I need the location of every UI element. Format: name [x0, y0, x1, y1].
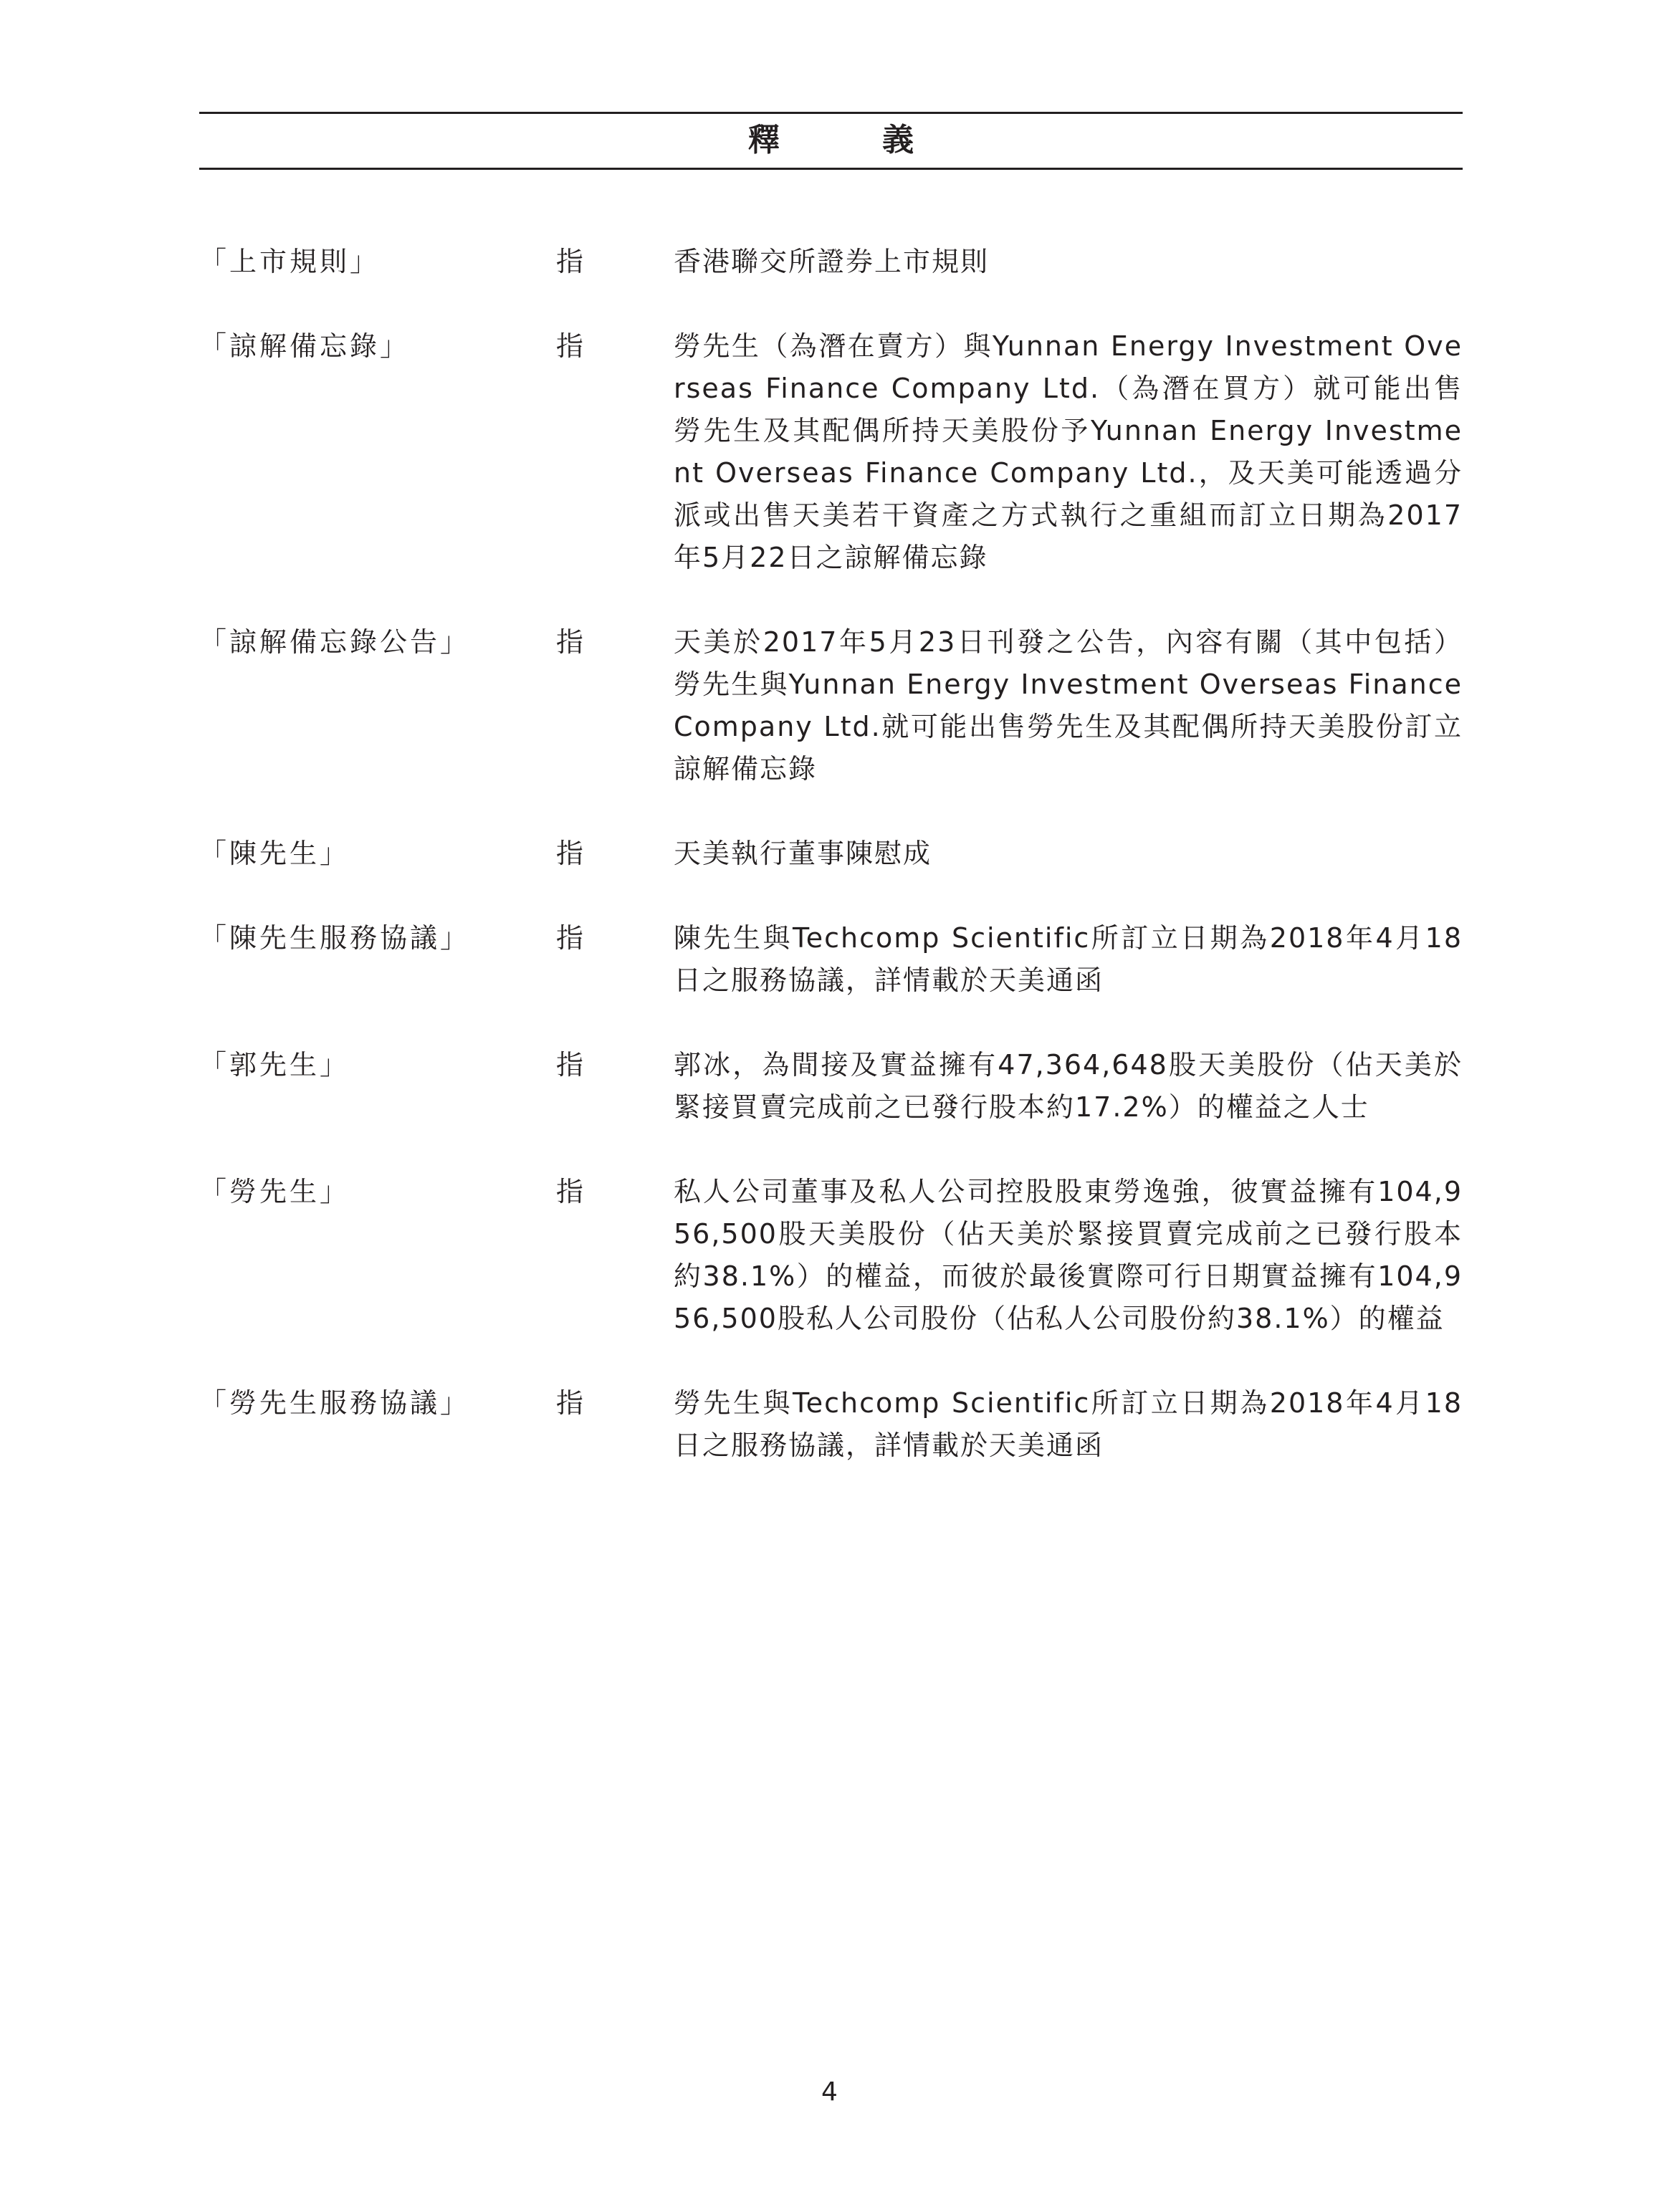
definition-text: 勞先生（為潛在賣方）與Yunnan Energy Investment Overseas Finance Company Ltd.（為潛在買方）就可能出售勞先生及其配偶所持天美股份予Yunnan Energy Investment Overseas Finance Company Ltd.，及天美可能透過分派或出售天美若干資產之方式執行之重組而訂立日期為2017年5月22日之諒解備忘錄	[674, 330, 1463, 573]
definition-means: 指	[556, 1049, 584, 1081]
definition-means: 指	[556, 922, 584, 954]
definition-term: 「諒解備忘錄」	[199, 330, 411, 362]
definition-entry	[199, 241, 1463, 283]
page-number: 4	[821, 2077, 838, 2107]
definition-text: 天美執行董事陳慰成	[674, 838, 932, 869]
definition-entry	[199, 1382, 1463, 1467]
definition-text: 陳先生與Techcomp Scientific所訂立日期為2018年4月18日之服務協議，詳情載於天美通函	[674, 922, 1463, 996]
definition-entry	[199, 917, 1463, 1002]
definition-text: 郭冰，為間接及實益擁有47,364,648股天美股份（佔天美於緊接買賣完成前之已發行股本約17.2%）的權益之人士	[674, 1049, 1463, 1123]
definition-entry	[199, 833, 1463, 875]
definition-term: 「諒解備忘錄公告」	[199, 626, 471, 658]
definition-text: 勞先生與Techcomp Scientific所訂立日期為2018年4月18日之服務協議，詳情載於天美通函	[674, 1387, 1463, 1461]
definition-means: 指	[556, 1176, 584, 1207]
definition-term: 「勞先生服務協議」	[199, 1387, 471, 1419]
definition-text: 天美於2017年5月23日刊發之公告，內容有關（其中包括）勞先生與Yunnan Energy Investment Overseas Finance Company Ltd.就可能出售勞先生及其配偶所持天美股份訂立諒解備忘錄	[674, 626, 1463, 785]
definition-entry	[199, 325, 1463, 579]
definition-text: 香港聯交所證券上市規則	[674, 246, 990, 277]
heading-bottom-rule	[199, 168, 1463, 170]
definitions-list	[199, 241, 1463, 1509]
definition-term: 「勞先生」	[199, 1176, 350, 1207]
page-title: 釋 義	[747, 122, 960, 158]
definition-means: 指	[556, 626, 584, 658]
heading-top-rule	[199, 112, 1463, 114]
definition-entry	[199, 1044, 1463, 1129]
definition-means: 指	[556, 838, 584, 869]
definition-means: 指	[556, 246, 584, 277]
definition-term: 「上市規則」	[199, 246, 381, 277]
definition-term: 「陳先生」	[199, 838, 350, 869]
definition-means: 指	[556, 1387, 584, 1419]
definition-entry	[199, 621, 1463, 790]
definition-entry	[199, 1171, 1463, 1340]
definition-means: 指	[556, 330, 584, 362]
definition-text: 私人公司董事及私人公司控股股東勞逸強，彼實益擁有104,956,500股天美股份（佔天美於緊接買賣完成前之已發行股本約38.1%）的權益，而彼於最後實際可行日期實益擁有104,956,500股私人公司股份（佔私人公司股份約38.1%）的權益	[674, 1176, 1463, 1334]
definition-term: 「郭先生」	[199, 1049, 350, 1081]
definition-term: 「陳先生服務協議」	[199, 922, 471, 954]
